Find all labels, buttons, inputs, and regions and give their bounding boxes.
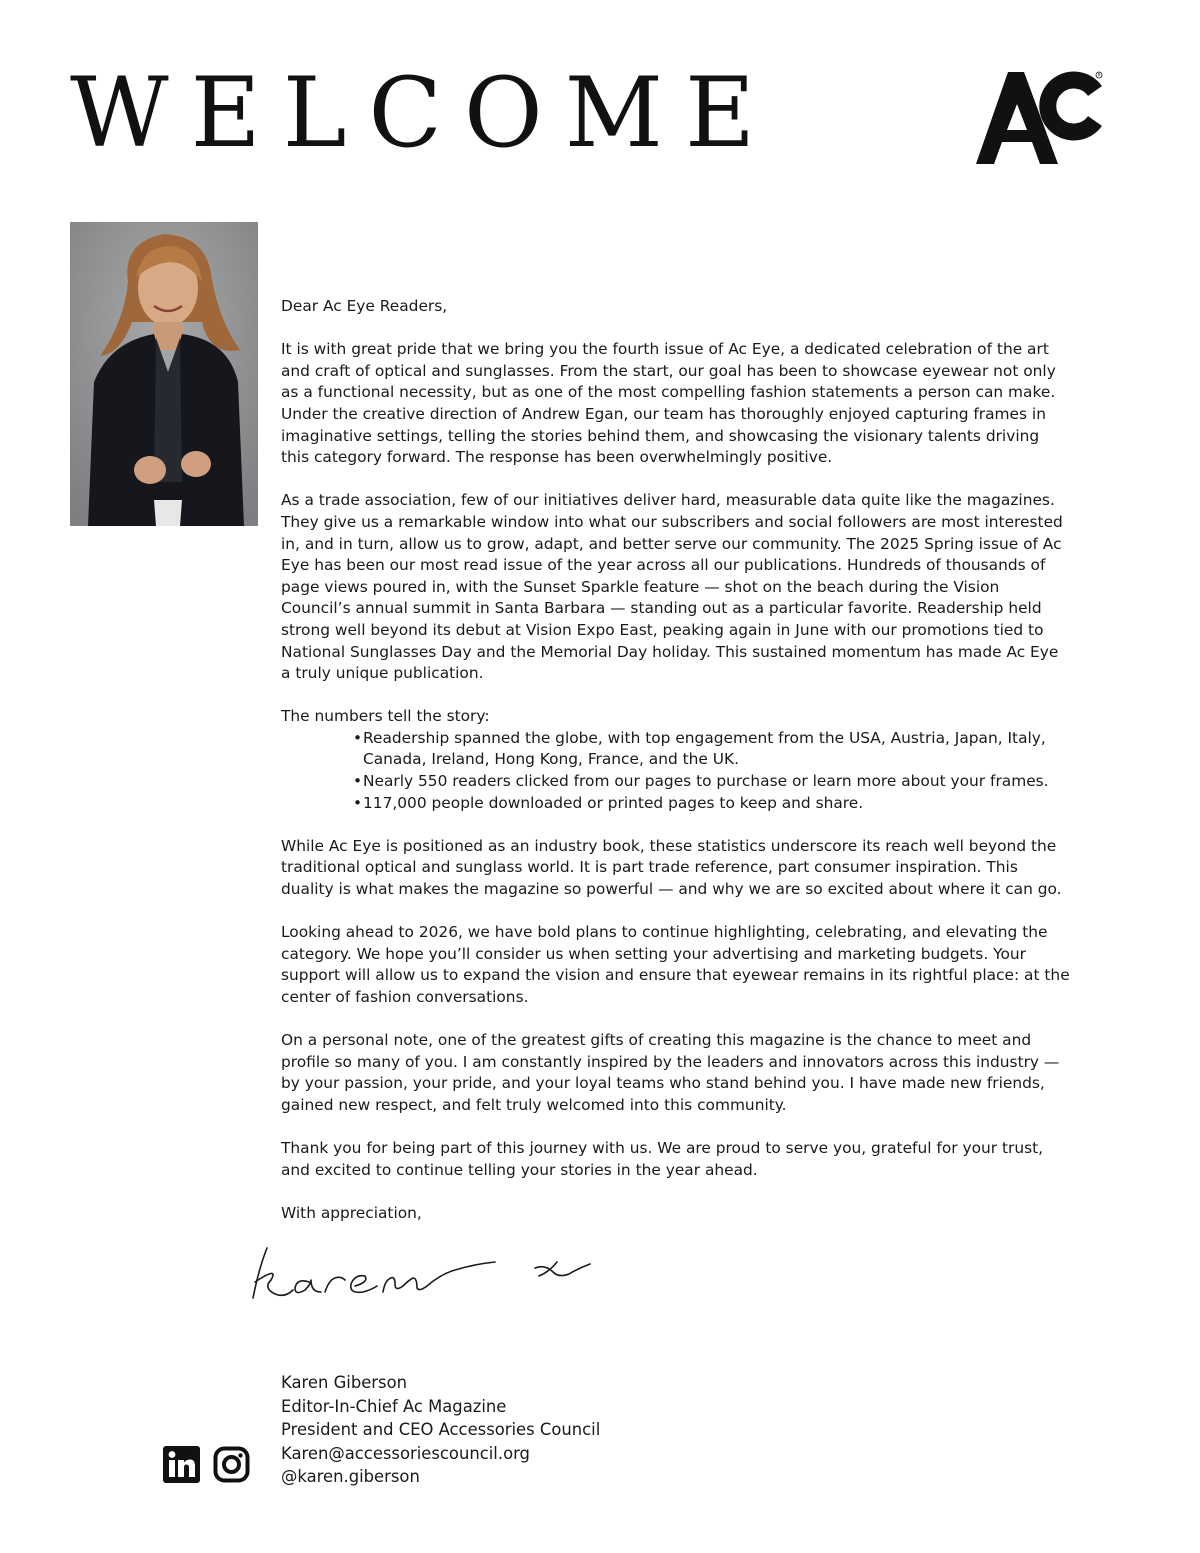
ac-logo-mark <box>972 68 1104 168</box>
author-portrait <box>70 222 258 526</box>
list-item: • Readership spanned the globe, with top engagement from the USA, Austria, Japan, Italy, Canada, Ireland, Hong Kong, France, and the UK. <box>353 728 1071 771</box>
letter-paragraph: On a personal note, one of the greatest gifts of creating this magazine is the chance to meet and profile so many of you. I am constantly inspired by the leaders and innovators across this industry — by your passion, your pride, and your loyal teams who stand behind you. I have made new friends, gained new respect, and felt truly welcomed into this community. <box>281 1031 1060 1114</box>
linkedin-icon[interactable] <box>163 1446 200 1483</box>
letter-paragraph: Thank you for being part of this journey with us. We are proud to serve you, grateful for your trust, and excited to continue telling your stories in the year ahead. <box>281 1139 1044 1179</box>
handwritten-signature <box>245 1238 605 1304</box>
instagram-icon[interactable] <box>213 1446 250 1483</box>
page-title: WELCOME <box>70 57 778 169</box>
letter-paragraph: Looking ahead to 2026, we have bold plans to continue highlighting, celebrating, and elevating the category. We hope you’ll consider us when setting your advertising and marketing budgets. Your support will allow us to expand the vision and ensure that eyewear remains in its rightful place: at the center of fashion conversations. <box>281 923 1070 1006</box>
salutation: Dear Ac Eye Readers, <box>281 297 448 315</box>
welcome-letter <box>281 296 1071 1246</box>
contact-handle[interactable]: @karen.giberson <box>281 1467 420 1487</box>
closing: With appreciation, <box>281 1203 422 1222</box>
letter-paragraph: As a trade association, few of our initiatives deliver hard, measurable data quite like the magazines. They give us a remarkable window into what our subscribers and social followers are most interested in, and in turn, allow us to grow, adapt, and better serve our community. The 2025 Spring issue of Ac Eye has been our most read issue of the year across all our publications. Hundreds of thousands of page views poured in, with the Sunset Sparkle feature — shot on the beach during the Vision Council’s annual summit in Santa Barbara — standing out as a particular favorite. Readership held strong well beyond its debut at Vision Expo East, peaking again in June with our promotions tied to National Sunglasses Day and the Memorial Day holiday. This sustained momentum has made Ac Eye a truly unique publication. <box>281 491 1063 683</box>
numbers-intro: The numbers tell the story: <box>281 707 490 726</box>
contact-name: Karen Giberson <box>281 1373 408 1392</box>
contact-block <box>281 1371 600 1489</box>
svg-text:R: R <box>1097 72 1101 78</box>
list-item: • 117,000 people downloaded or printed pages to keep and share. <box>353 793 1071 815</box>
list-item: • Nearly 550 readers clicked from our pages to purchase or learn more about your frames. <box>353 771 1071 793</box>
contact-title: President and CEO Accessories Council <box>281 1420 601 1440</box>
statistics-list <box>281 728 1071 814</box>
letter-paragraph: It is with great pride that we bring you the fourth issue of Ac Eye, a dedicated celebration of the art and craft of optical and sunglasses. From the start, our goal has been to showcase eyewear not only as a functional necessity, but as one of the most compelling fashion statements a person can make. Under the creative direction of Andrew Egan, our team has thoroughly enjoyed capturing frames in imaginative settings, telling the stories behind them, and showcasing the visionary talents driving this category forward. The response has been overwhelmingly positive. <box>281 340 1056 467</box>
contact-email[interactable]: Karen@accessoriescouncil.org <box>281 1443 530 1463</box>
contact-title: Editor-In-Chief Ac Magazine <box>281 1396 507 1416</box>
letter-paragraph: While Ac Eye is positioned as an industry book, these statistics underscore its reach well beyond the traditional optical and sunglass world. It is part trade reference, part consumer inspiration. This duality is what makes the magazine so powerful — and why we are so excited about where it can go. <box>281 836 1062 899</box>
